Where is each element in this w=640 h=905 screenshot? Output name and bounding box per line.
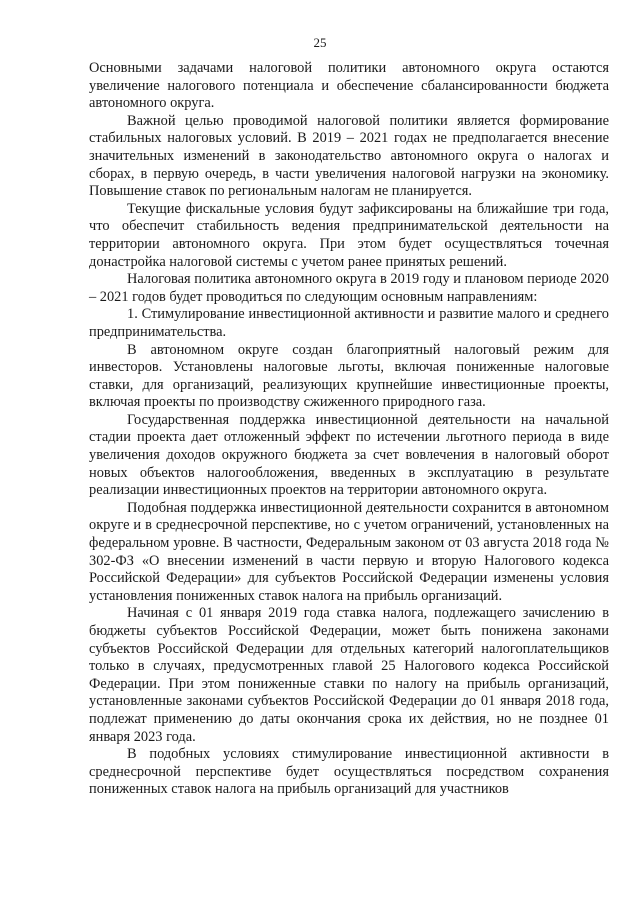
paragraph-10: В подобных условиях стимулирование инвестиционной активности в среднесрочной перспективе будет осуществляться посредством сохранения пониженных ставок налога на прибыль организаций для участников <box>89 746 609 798</box>
paragraph-8: Подобная поддержка инвестиционной деятельности сохранится в автономном округе и в среднесрочной перспективе, но с учетом ограничений, установленных на федеральном уровне. В частности, Федеральным законом от 03 августа 2018 года № 302-ФЗ «О внесении изменений в части первую и вторую Налогового кодекса Российской Федерации» для субъектов Российской Федерации изменены условия установления пониженных ставок налога на прибыль организаций. <box>89 499 609 604</box>
paragraph-7: Государственная поддержка инвестиционной деятельности на начальной стадии проекта дает отложенный эффект по истечении льготного периода в виде увеличения доходов окружного бюджета за счет вовлечения в налоговый оборот новых объектов налогообложения, введенных в эксплуатацию в результате реализации инвестиционных проектов на территории автономного округа. <box>89 411 609 499</box>
page-number: 25 <box>313 35 327 50</box>
paragraph-6: В автономном округе создан благоприятный налоговый режим для инвесторов. Установлены налоговые льготы, включая пониженные налоговые ставки, для организаций, реализующих крупнейшие инвестиционные проекты, включая проекты по производству сжиженного природного газа. <box>89 341 609 411</box>
paragraph-1: Основными задачами налоговой политики автономного округа остаются увеличение налогового потенциала и обеспечение сбалансированности бюджета автономного округа. <box>89 60 609 112</box>
paragraph-5-heading: 1. Стимулирование инвестиционной активности и развитие малого и среднего предпринимательства. <box>89 306 609 340</box>
paragraph-9: Начиная с 01 января 2019 года ставка налога, подлежащего зачислению в бюджеты субъектов Российской Федерации, может быть понижена законами субъектов Российской Федерации для отдельных категорий налогоплательщиков только в случаях, предусмотренных главой 25 Налогового кодекса Российской Федерации. При этом пониженные ставки по налогу на прибыль организаций, установленные законами субъектов Российской Федерации до 01 января 2018 года, подлежат применению до даты окончания срока их действия, но не позднее 01 января 2023 года. <box>89 605 609 745</box>
paragraph-2: Важной целью проводимой налоговой политики является формирование стабильных налоговых условий. В 2019 – 2021 годах не предполагается внесение значительных изменений в законодательство автономного округа о налогах и сборах, в первую очередь, в части увеличения налоговой нагрузки на экономику. Повышение ставок по региональным налогам не планируется. <box>89 112 609 200</box>
paragraph-4: Налоговая политика автономного округа в 2019 году и плановом периоде 2020 – 2021 годов будет проводиться по следующим основным направлениям: <box>89 271 609 305</box>
paragraph-3: Текущие фискальные условия будут зафиксированы на ближайшие три года, что обеспечит стабильность ведения предпринимательской деятельности на территории автономного округа. При этом будет осуществляться точечная донастройка налоговой системы с учетом ранее принятых решений. <box>89 200 609 270</box>
document-body <box>89 60 609 799</box>
